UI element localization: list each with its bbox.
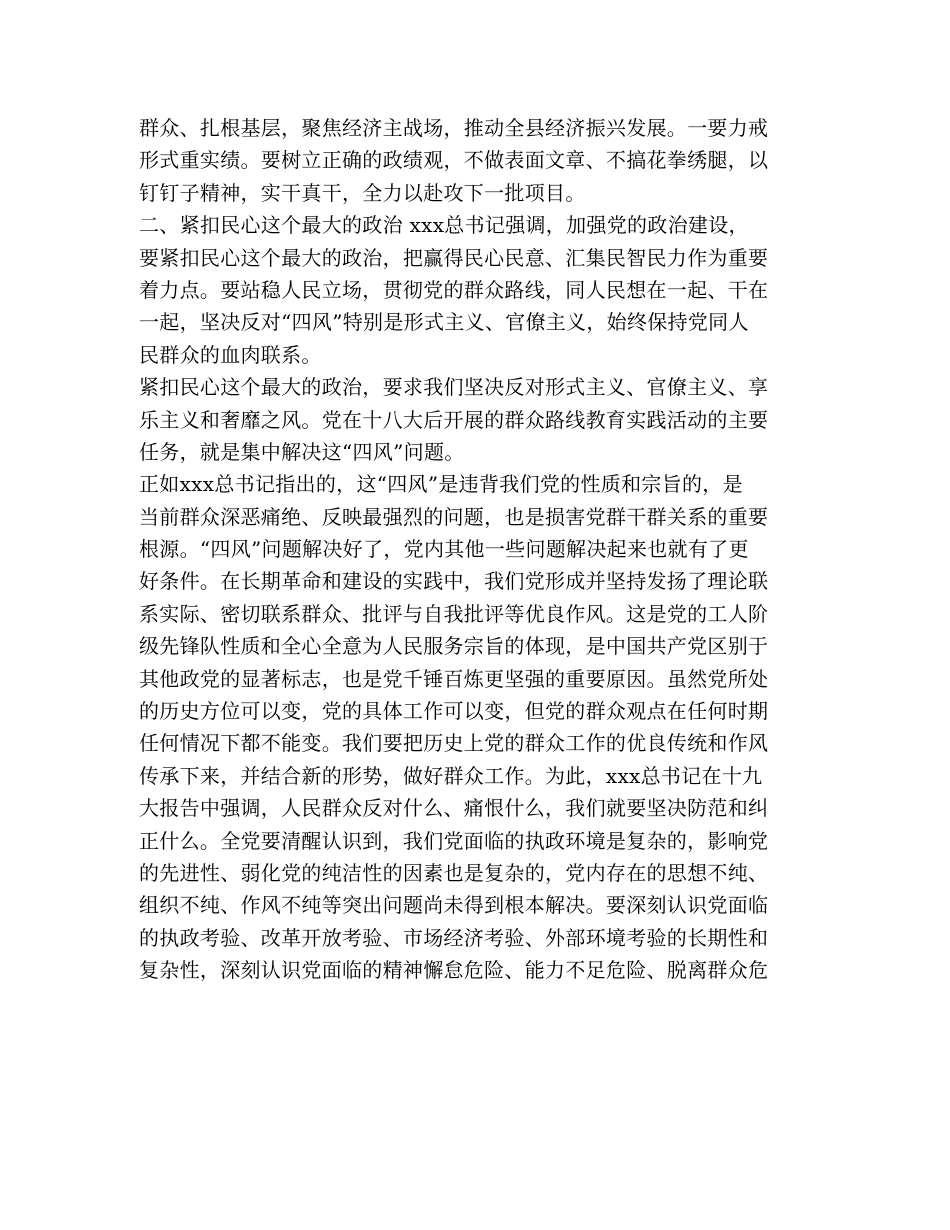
text-line: 乐主义和奢靡之风。党在十八大后开展的群众路线教育实践活动的主要 (139, 407, 769, 432)
text-line: 传承下来，并结合新的形势，做好群众工作。为此，xxx总书记在十九 (139, 763, 763, 788)
text-line: 任务，就是集中解决这“四风”问题。 (139, 439, 465, 464)
text-line: 紧扣民心这个最大的政治，要求我们坚决反对形式主义、官僚主义、享 (139, 375, 769, 400)
text-line: 钉钉子精神，实干真干，全力以赴攻下一批项目。 (139, 180, 586, 205)
text-line: 大报告中强调，人民群众反对什么、痛恨什么，我们就要坚决防范和纠 (139, 796, 769, 821)
text-line: 正如xxx总书记指出的，这“四风”是违背我们党的性质和宗旨的，是 (139, 472, 743, 497)
text-line: 系实际、密切联系群众、批评与自我批评等优良作风。这是党的工人阶 (139, 601, 769, 626)
text-line: 的执政考验、改革开放考验、市场经济考验、外部环境考验的长期性和 (139, 925, 769, 950)
text-line: 形式重实绩。要树立正确的政绩观，不做表面文章、不搞花拳绣腿，以 (139, 148, 769, 173)
text-line: 群众、扎根基层，聚焦经济主战场，推动全县经济振兴发展。一要力戒 (139, 116, 769, 140)
text-line: 组织不纯、作风不纯等突出问题尚未得到根本解决。要深刻认识党面临 (139, 893, 769, 918)
text-line: 好条件。在长期革命和建设的实践中，我们党形成并坚持发扬了理论联 (139, 569, 769, 594)
text-line: 当前群众深恶痛绝、反映最强烈的问题，也是损害党群干群关系的重要 (139, 504, 769, 529)
document-body (139, 112, 819, 987)
text-line: 一起，坚决反对“四风”特别是形式主义、官僚主义，始终保持党同人 (139, 310, 749, 335)
text-line: 复杂性，深刻认识党面临的精神懈怠危险、能力不足危险、脱离群众危 (139, 958, 769, 983)
text-line: 民群众的血肉联系。 (139, 342, 322, 367)
section-heading-line: 二、紧扣民心这个最大的政治 xxx总书记强调，加强党的政治建设， (139, 213, 749, 238)
text-line: 着力点。要站稳人民立场，贯彻党的群众路线，同人民想在一起、干在 (139, 277, 769, 302)
text-line: 的历史方位可以变，党的具体工作可以变，但党的群众观点在任何时期 (139, 699, 769, 724)
text-line: 级先锋队性质和全心全意为人民服务宗旨的体现，是中国共产党区别于 (139, 634, 769, 659)
text-line: 要紧扣民心这个最大的政治，把赢得民心民意、汇集民智民力作为重要 (139, 245, 769, 270)
text-line: 的先进性、弱化党的纯洁性的因素也是复杂的，党内存在的思想不纯、 (139, 860, 769, 885)
text-line: 任何情况下都不能变。我们要把历史上党的群众工作的优良传统和作风 (139, 731, 769, 756)
text-line: 正什么。全党要清醒认识到，我们党面临的执政环境是复杂的，影响党 (139, 828, 769, 853)
text-line: 其他政党的显著标志，也是党千锤百炼更坚强的重要原因。虽然党所处 (139, 666, 769, 691)
text-line: 根源。“四风”问题解决好了，党内其他一些问题解决起来也就有了更 (139, 537, 749, 562)
